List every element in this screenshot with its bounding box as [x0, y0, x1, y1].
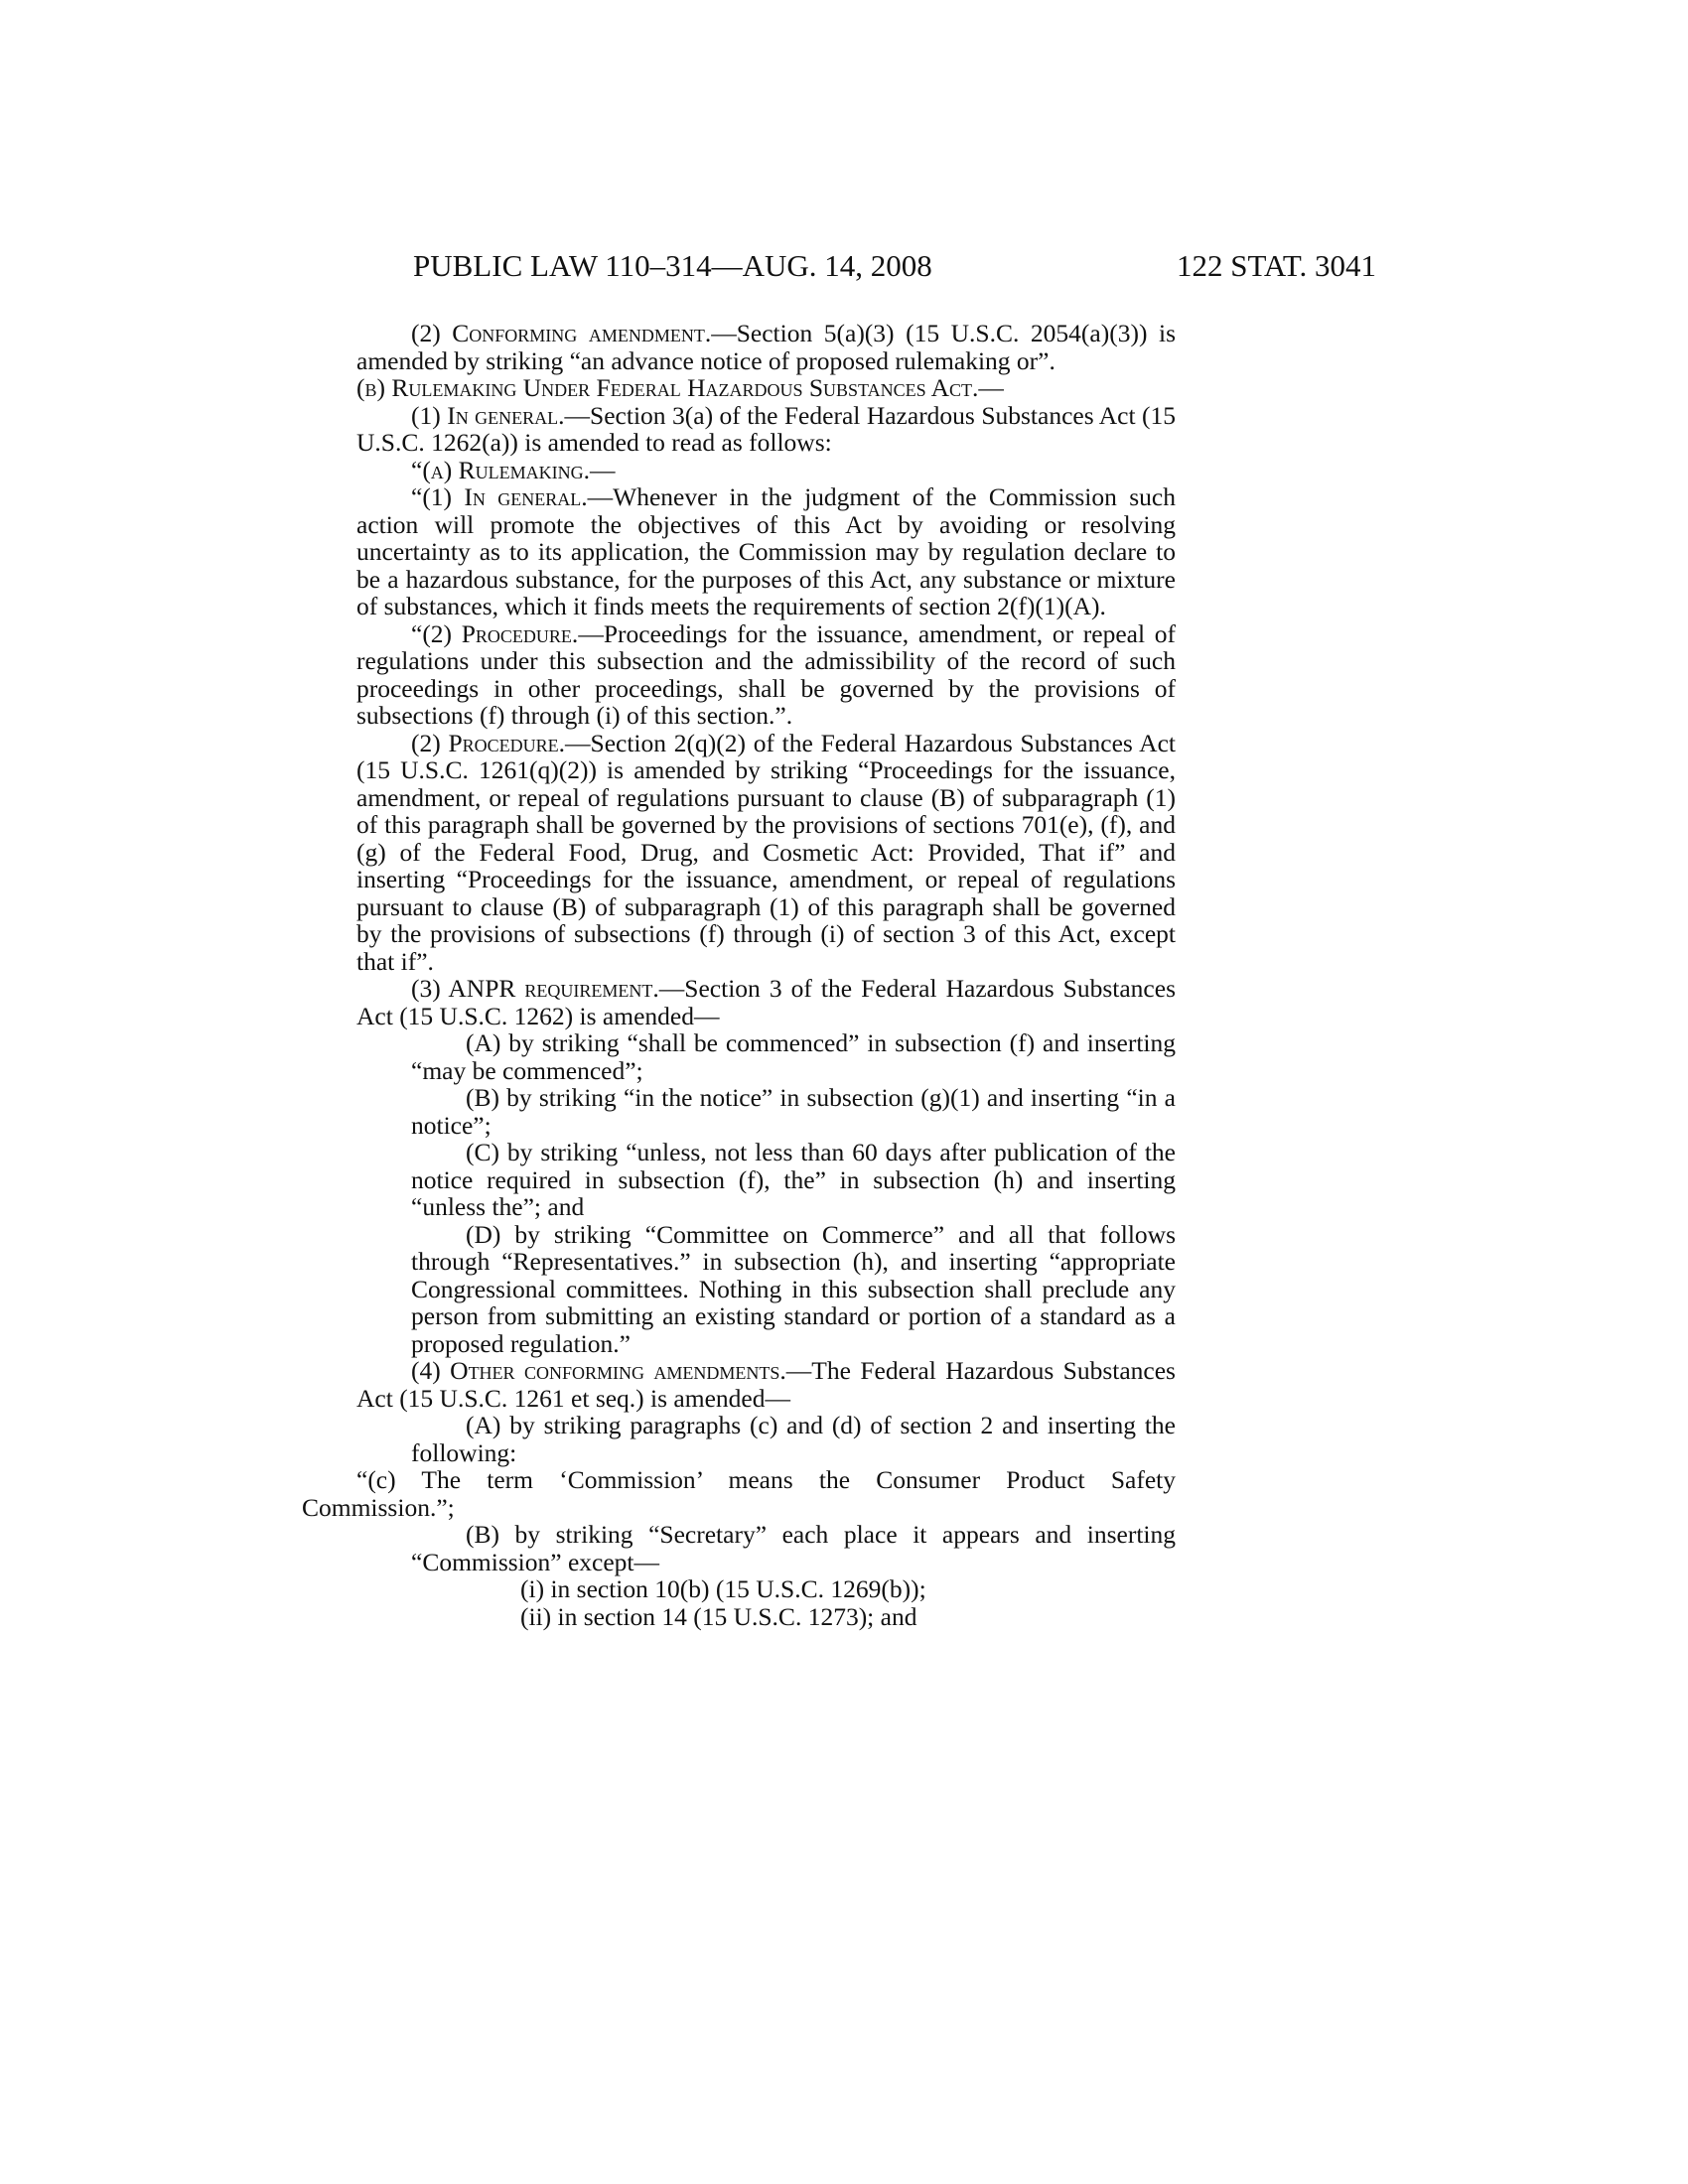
- paragraph-text: (B) by striking “Secretary” each place it appears and inserting “Commission” except—: [411, 1520, 1176, 1576]
- paragraph: [302, 374, 1176, 402]
- paragraph: [302, 1466, 1176, 1521]
- paragraph-text: (C) by striking “unless, not less than 60 days after publication of the notice required in subsection (f), the” in subsection (h) and inserting “unless the”; and: [411, 1138, 1176, 1221]
- paragraph-text: —Section 3(a) of the Federal Hazardous Substances Act (15 U.S.C. 1262(a)) is amended to read as follows:: [356, 400, 1176, 457]
- header-stat-citation: 122 STAT. 3041: [1176, 248, 1376, 283]
- paragraph-text: —Section 3 of the Federal Hazardous Substances Act (15 U.S.C. 1262) is amended—: [356, 974, 1176, 1030]
- paragraph: [302, 1029, 1176, 1084]
- paragraph: [302, 483, 1176, 620]
- paragraph-text: “(c) The term ‘Commission’ means the Consumer Product Safety Commission.”;: [302, 1465, 1176, 1522]
- paragraph-heading: (2) Conforming amendment.: [411, 319, 712, 347]
- paragraph-heading: “(2) Procedure.: [411, 618, 579, 648]
- paragraph: [302, 730, 1176, 976]
- paragraph-text: —Section 2(q)(2) of the Federal Hazardous Substances Act (15 U.S.C. 1261(q)(2)) is amended by striking “Proceedings for the issuance, amendment, or repeal of regulations pursuant to clause (B) of subparagraph (1) of this paragraph shall be governed by the provisions of sections 701(e), (f), and (g) of the Federal Food, Drug, and Cosmetic Act: Provided, That if” and inserting “Proceedings for the issuance, amendment, or repeal of regulations pursuant to clause (B) of subparagraph (1) of this paragraph shall be governed by the provisions of subsections (f) through (i) of section 3 of this Act, except that if”.: [356, 728, 1176, 976]
- paragraph-text: —Whenever in the judgment of the Commission such action will promote the objectives of this Act by avoiding or resolving uncertainty as to its application, the Commission may by regulation declare to be a hazardous substance, for the purposes of this Act, any substance or mixture of substances, which it finds meets the requirements of section 2(f)(1)(A).: [356, 482, 1176, 620]
- paragraph-text: (ii) in section 14 (15 U.S.C. 1273); and: [520, 1601, 917, 1631]
- paragraph-text: (B) by striking “in the notice” in subsection (g)(1) and inserting “in a notice”;: [411, 1083, 1176, 1140]
- paragraph: [302, 320, 1176, 374]
- paragraph-heading: (3) ANPR requirement.: [411, 974, 659, 1003]
- paragraph-text: —Section 5(a)(3) (15 U.S.C. 2054(a)(3)) is amended by striking “an advance notice of proposed rulemaking or”.: [356, 319, 1176, 375]
- paragraph: [302, 620, 1176, 730]
- paragraph: [302, 1412, 1176, 1466]
- paragraph-text: —: [590, 455, 616, 484]
- paragraph-heading: “(1) In general.: [411, 482, 588, 511]
- paragraph: [302, 457, 1176, 484]
- paragraph: [302, 1575, 1176, 1603]
- paragraph-text: (i) in section 10(b) (15 U.S.C. 1269(b));: [520, 1574, 926, 1603]
- paragraph-text: —The Federal Hazardous Substances Act (15 U.S.C. 1261 et seq.) is amended—: [356, 1356, 1176, 1413]
- paragraph: [302, 1084, 1176, 1139]
- paragraph: [302, 402, 1176, 457]
- paragraph-heading: (1) In general.: [411, 400, 565, 430]
- paragraph-text: (D) by striking “Committee on Commerce” and all that follows through “Representatives.” in subsection (h), and inserting “appropriate Congressional committees. Nothing in this subsection shall preclude any person from submitting an existing standard or portion of a standard as a proposed regulation.”: [411, 1219, 1176, 1358]
- paragraph: [302, 1603, 1176, 1631]
- document-body: [302, 320, 1176, 1630]
- paragraph-heading: (b) Rulemaking Under Federal Hazardous Substances Act.: [356, 373, 979, 402]
- paragraph: [302, 1521, 1176, 1575]
- header-title: PUBLIC LAW 110–314—AUG. 14, 2008: [413, 248, 932, 283]
- running-header: [413, 246, 1376, 286]
- paragraph-heading: (2) Procedure.: [411, 728, 566, 757]
- paragraph: [302, 1221, 1176, 1358]
- paragraph-text: (A) by striking “shall be commenced” in subsection (f) and inserting “may be commenced”;: [411, 1028, 1176, 1085]
- paragraph-text: (A) by striking paragraphs (c) and (d) of section 2 and inserting the following:: [411, 1411, 1176, 1467]
- paragraph-heading: “(a) Rulemaking.: [411, 455, 591, 484]
- paragraph: [302, 1139, 1176, 1221]
- paragraph-text: —: [978, 373, 1004, 402]
- paragraph: [302, 975, 1176, 1029]
- paragraph: [302, 1357, 1176, 1412]
- paragraph-heading: (4) Other conforming amendments.: [411, 1356, 786, 1385]
- paragraph-text: —Proceedings for the issuance, amendment, or repeal of regulations under this subsection and the admissibility of the record of such proceedings in other proceedings, shall be governed by the provisions of subsections (f) through (i) of this section.”.: [356, 618, 1176, 730]
